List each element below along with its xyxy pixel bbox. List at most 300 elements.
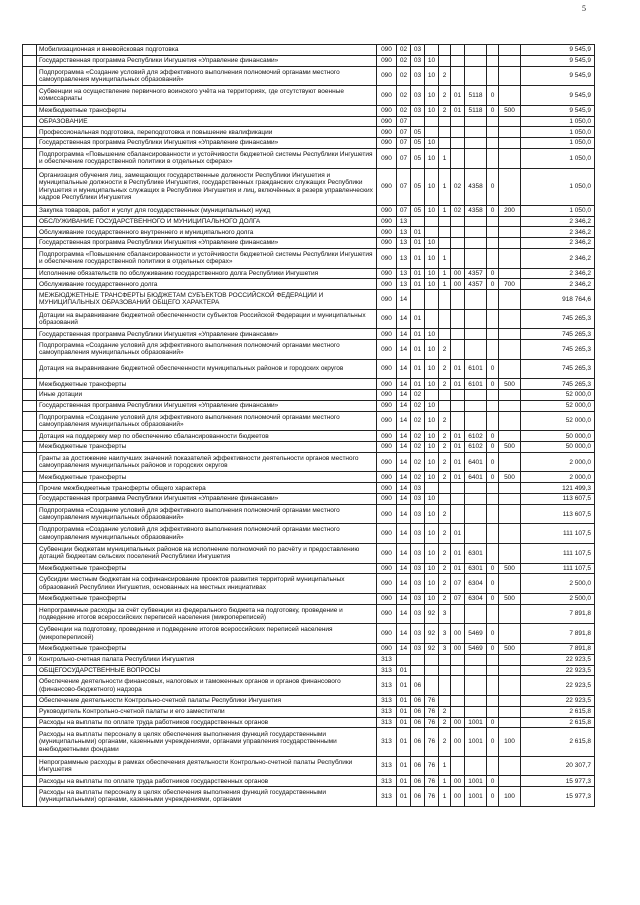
- direction-code-cell: 6401: [465, 452, 487, 472]
- section-code-cell: 14: [397, 524, 411, 544]
- subprogram-code-cell: 1: [439, 279, 451, 290]
- subsection-code-cell: 02: [411, 390, 425, 401]
- row-number-cell: [23, 216, 37, 227]
- row-number-cell: [23, 494, 37, 505]
- grbs-code-cell: 090: [377, 644, 397, 655]
- table-row: [23, 431, 595, 442]
- subsection-code-cell: 03: [411, 105, 425, 116]
- event-code-cell: [451, 329, 465, 340]
- row-number-cell: [23, 340, 37, 360]
- row-number-cell: [23, 138, 37, 149]
- amount-cell: 7 891,8: [521, 644, 595, 655]
- section-code-cell: 14: [397, 624, 411, 644]
- row-number-cell: [23, 227, 37, 238]
- section-code-cell: 02: [397, 105, 411, 116]
- expense-type-cell: [499, 524, 521, 544]
- grbs-code-cell: 090: [377, 86, 397, 106]
- section-code-cell: 07: [397, 168, 411, 205]
- subsection-code-cell: 06: [411, 717, 425, 728]
- expense-type-cell: [499, 390, 521, 401]
- event-code-cell: [451, 665, 465, 676]
- direction-suffix-cell: 0: [487, 442, 499, 453]
- grbs-code-cell: 090: [377, 45, 397, 56]
- subsection-code-cell: 01: [411, 279, 425, 290]
- grbs-code-cell: 090: [377, 340, 397, 360]
- section-code-cell: 14: [397, 290, 411, 310]
- program-code-cell: 10: [425, 494, 439, 505]
- expense-type-cell: [499, 696, 521, 707]
- grbs-code-cell: 090: [377, 472, 397, 483]
- expense-type-cell: [499, 309, 521, 329]
- section-code-cell: 14: [397, 544, 411, 564]
- event-code-cell: 01: [451, 359, 465, 379]
- program-code-cell: 10: [425, 55, 439, 66]
- event-code-cell: 00: [451, 717, 465, 728]
- grbs-code-cell: 090: [377, 105, 397, 116]
- direction-code-cell: 5118: [465, 105, 487, 116]
- amount-cell: 2 346,2: [521, 279, 595, 290]
- amount-cell: 745 265,3: [521, 329, 595, 340]
- direction-code-cell: [465, 756, 487, 776]
- program-code-cell: 76: [425, 717, 439, 728]
- row-name-cell: Расходы на выплаты по оплате труда работников государственных органов: [37, 776, 377, 787]
- section-code-cell: 14: [397, 594, 411, 605]
- subprogram-code-cell: 1: [439, 776, 451, 787]
- program-code-cell: 76: [425, 776, 439, 787]
- row-number-cell: [23, 665, 37, 676]
- row-name-cell: Субвенции на осуществление первичного воинского учёта на территориях, где отсутствуют военные комиссариаты: [37, 86, 377, 106]
- amount-cell: 2 615,8: [521, 717, 595, 728]
- row-number-cell: [23, 55, 37, 66]
- subsection-code-cell: 05: [411, 168, 425, 205]
- event-code-cell: 00: [451, 279, 465, 290]
- expense-type-cell: [499, 400, 521, 411]
- grbs-code-cell: 090: [377, 411, 397, 431]
- subprogram-code-cell: 2: [439, 359, 451, 379]
- page-number: 5: [582, 4, 586, 13]
- subsection-code-cell: 03: [411, 624, 425, 644]
- row-name-cell: Мобилизационная и вневойсковая подготовка: [37, 45, 377, 56]
- expense-type-cell: [499, 45, 521, 56]
- direction-suffix-cell: 0: [487, 168, 499, 205]
- direction-code-cell: [465, 696, 487, 707]
- subprogram-code-cell: [439, 329, 451, 340]
- section-code-cell: 01: [397, 776, 411, 787]
- amount-cell: 2 500,0: [521, 594, 595, 605]
- subprogram-code-cell: 1: [439, 248, 451, 268]
- table-row: [23, 329, 595, 340]
- program-code-cell: 10: [425, 268, 439, 279]
- section-code-cell: 07: [397, 127, 411, 138]
- program-code-cell: 10: [425, 66, 439, 86]
- expense-type-cell: [499, 340, 521, 360]
- direction-code-cell: [465, 483, 487, 494]
- amount-cell: 113 607,5: [521, 494, 595, 505]
- grbs-code-cell: 090: [377, 431, 397, 442]
- event-code-cell: [451, 604, 465, 624]
- subprogram-code-cell: 2: [439, 105, 451, 116]
- row-name-cell: Подпрограмма «Создание условий для эффективного выполнения полномочий органами местного самоуправления муниципальных образований»: [37, 524, 377, 544]
- table-row: [23, 216, 595, 227]
- program-code-cell: 10: [425, 442, 439, 453]
- section-code-cell: 01: [397, 696, 411, 707]
- event-code-cell: [451, 227, 465, 238]
- direction-suffix-cell: [487, 329, 499, 340]
- program-code-cell: 10: [425, 594, 439, 605]
- row-number-cell: [23, 411, 37, 431]
- subprogram-code-cell: [439, 676, 451, 696]
- direction-code-cell: [465, 248, 487, 268]
- grbs-code-cell: 090: [377, 55, 397, 66]
- subsection-code-cell: 02: [411, 472, 425, 483]
- expense-type-cell: [499, 494, 521, 505]
- direction-code-cell: [465, 604, 487, 624]
- table-row: [23, 544, 595, 564]
- section-code-cell: 02: [397, 45, 411, 56]
- section-code-cell: 14: [397, 563, 411, 574]
- grbs-code-cell: 313: [377, 776, 397, 787]
- row-number-cell: [23, 483, 37, 494]
- subprogram-code-cell: 2: [439, 379, 451, 390]
- event-code-cell: [451, 494, 465, 505]
- direction-suffix-cell: 0: [487, 594, 499, 605]
- section-code-cell: 13: [397, 227, 411, 238]
- subsection-code-cell: 03: [411, 55, 425, 66]
- subprogram-code-cell: 2: [439, 431, 451, 442]
- subprogram-code-cell: 2: [439, 340, 451, 360]
- program-code-cell: 10: [425, 472, 439, 483]
- direction-suffix-cell: [487, 604, 499, 624]
- subsection-code-cell: 01: [411, 379, 425, 390]
- row-number-cell: [23, 116, 37, 127]
- event-code-cell: 02: [451, 205, 465, 216]
- program-code-cell: 10: [425, 329, 439, 340]
- subprogram-code-cell: [439, 116, 451, 127]
- row-number-cell: [23, 400, 37, 411]
- event-code-cell: [451, 340, 465, 360]
- subsection-code-cell: 05: [411, 127, 425, 138]
- event-code-cell: [451, 116, 465, 127]
- row-number-cell: [23, 309, 37, 329]
- grbs-code-cell: 090: [377, 400, 397, 411]
- section-code-cell: 14: [397, 400, 411, 411]
- expense-type-cell: 500: [499, 563, 521, 574]
- table-row: [23, 696, 595, 707]
- amount-cell: 2 000,0: [521, 452, 595, 472]
- event-code-cell: 01: [451, 544, 465, 564]
- event-code-cell: 01: [451, 105, 465, 116]
- event-code-cell: 01: [451, 524, 465, 544]
- table-row: [23, 494, 595, 505]
- event-code-cell: 01: [451, 563, 465, 574]
- table-row: [23, 644, 595, 655]
- table-row: [23, 66, 595, 86]
- row-name-cell: Субвенции бюджетам муниципальных районов на исполнение полномочий по расчёту и предоставлению дотаций бюджетам сельских поселений Республики Ингушетия: [37, 544, 377, 564]
- subprogram-code-cell: 3: [439, 604, 451, 624]
- row-name-cell: Государственная программа Республики Ингушетия «Управление финансами»: [37, 329, 377, 340]
- subprogram-code-cell: 2: [439, 411, 451, 431]
- row-number-cell: [23, 776, 37, 787]
- direction-suffix-cell: [487, 127, 499, 138]
- section-code-cell: 14: [397, 309, 411, 329]
- grbs-code-cell: 313: [377, 706, 397, 717]
- section-code-cell: 13: [397, 248, 411, 268]
- subprogram-code-cell: 2: [439, 563, 451, 574]
- expense-type-cell: [499, 676, 521, 696]
- event-code-cell: [451, 148, 465, 168]
- program-code-cell: [425, 127, 439, 138]
- table-row: [23, 290, 595, 310]
- expense-type-cell: [499, 717, 521, 728]
- row-name-cell: Профессиональная подготовка, переподготовка и повышение квалификации: [37, 127, 377, 138]
- table-row: [23, 238, 595, 249]
- program-code-cell: [425, 483, 439, 494]
- amount-cell: 2 346,2: [521, 227, 595, 238]
- event-code-cell: [451, 483, 465, 494]
- row-number-cell: [23, 329, 37, 340]
- subprogram-code-cell: [439, 127, 451, 138]
- grbs-code-cell: 090: [377, 116, 397, 127]
- subprogram-code-cell: 1: [439, 268, 451, 279]
- direction-code-cell: 4357: [465, 268, 487, 279]
- subsection-code-cell: 06: [411, 756, 425, 776]
- table-row: [23, 706, 595, 717]
- subsection-code-cell: 06: [411, 787, 425, 807]
- program-code-cell: [425, 676, 439, 696]
- table-body: [23, 45, 595, 807]
- grbs-code-cell: 313: [377, 717, 397, 728]
- amount-cell: 1 050,0: [521, 116, 595, 127]
- section-code-cell: 14: [397, 359, 411, 379]
- section-code-cell: 01: [397, 717, 411, 728]
- program-code-cell: [425, 290, 439, 310]
- table-row: [23, 390, 595, 401]
- direction-code-cell: 6301: [465, 544, 487, 564]
- grbs-code-cell: 090: [377, 216, 397, 227]
- direction-suffix-cell: [487, 390, 499, 401]
- section-code-cell: 14: [397, 329, 411, 340]
- subsection-code-cell: [411, 216, 425, 227]
- row-name-cell: Исполнение обязательств по обслуживанию государственного долга Республики Ингушетия: [37, 268, 377, 279]
- grbs-code-cell: 090: [377, 524, 397, 544]
- budget-table: [22, 44, 595, 807]
- event-code-cell: [451, 238, 465, 249]
- event-code-cell: [451, 696, 465, 707]
- program-code-cell: 10: [425, 544, 439, 564]
- subsection-code-cell: 03: [411, 66, 425, 86]
- row-name-cell: Субвенции на подготовку, проведение и подведение итогов всероссийских переписей населения (микропереписей): [37, 624, 377, 644]
- row-name-cell: Межбюджетные трансферты: [37, 472, 377, 483]
- section-code-cell: 01: [397, 756, 411, 776]
- direction-suffix-cell: [487, 216, 499, 227]
- subprogram-code-cell: [439, 390, 451, 401]
- subprogram-code-cell: 2: [439, 442, 451, 453]
- row-name-cell: Подпрограмма «Создание условий для эффективного выполнения полномочий органами местного самоуправления муниципальных образований»: [37, 411, 377, 431]
- section-code-cell: 01: [397, 787, 411, 807]
- direction-code-cell: [465, 706, 487, 717]
- subprogram-code-cell: [439, 654, 451, 665]
- grbs-code-cell: 313: [377, 728, 397, 756]
- direction-suffix-cell: [487, 696, 499, 707]
- subprogram-code-cell: 2: [439, 504, 451, 524]
- amount-cell: 50 000,0: [521, 442, 595, 453]
- expense-type-cell: [499, 168, 521, 205]
- subsection-code-cell: 03: [411, 544, 425, 564]
- amount-cell: 111 107,5: [521, 524, 595, 544]
- event-code-cell: 01: [451, 472, 465, 483]
- expense-type-cell: [499, 504, 521, 524]
- section-code-cell: 13: [397, 268, 411, 279]
- subprogram-code-cell: 1: [439, 756, 451, 776]
- section-code-cell: 14: [397, 442, 411, 453]
- subprogram-code-cell: [439, 290, 451, 310]
- table-row: [23, 279, 595, 290]
- grbs-code-cell: 090: [377, 290, 397, 310]
- row-name-cell: Закупка товаров, работ и услуг для государственных (муниципальных) нужд: [37, 205, 377, 216]
- expense-type-cell: 500: [499, 379, 521, 390]
- amount-cell: 2 000,0: [521, 472, 595, 483]
- row-number-cell: [23, 105, 37, 116]
- expense-type-cell: [499, 268, 521, 279]
- table-row: [23, 728, 595, 756]
- row-number-cell: [23, 504, 37, 524]
- direction-suffix-cell: [487, 148, 499, 168]
- direction-code-cell: [465, 411, 487, 431]
- direction-code-cell: [465, 504, 487, 524]
- table-row: [23, 45, 595, 56]
- section-code-cell: 07: [397, 138, 411, 149]
- row-number-cell: [23, 696, 37, 707]
- expense-type-cell: 500: [499, 644, 521, 655]
- subsection-code-cell: 01: [411, 268, 425, 279]
- direction-suffix-cell: [487, 706, 499, 717]
- program-code-cell: 10: [425, 359, 439, 379]
- row-name-cell: Расходы на выплаты персоналу в целях обеспечения выполнения функций государственными (муниципальными) органами, казенными учреждениями, органами: [37, 787, 377, 807]
- row-number-cell: [23, 706, 37, 717]
- row-name-cell: Обслуживание государственного долга: [37, 279, 377, 290]
- expense-type-cell: [499, 452, 521, 472]
- direction-code-cell: 4358: [465, 205, 487, 216]
- row-name-cell: Подпрограмма «Создание условий для эффективного выполнения полномочий органами местного самоуправления муниципальных образований»: [37, 66, 377, 86]
- table-row: [23, 504, 595, 524]
- table-row: [23, 483, 595, 494]
- event-code-cell: 00: [451, 268, 465, 279]
- row-number-cell: [23, 379, 37, 390]
- section-code-cell: 14: [397, 644, 411, 655]
- amount-cell: 1 050,0: [521, 138, 595, 149]
- row-name-cell: Прочие межбюджетные трансферты общего характера: [37, 483, 377, 494]
- direction-code-cell: 6102: [465, 442, 487, 453]
- subprogram-code-cell: 1: [439, 787, 451, 807]
- subsection-code-cell: 03: [411, 644, 425, 655]
- direction-code-cell: [465, 494, 487, 505]
- subprogram-code-cell: [439, 55, 451, 66]
- event-code-cell: 01: [451, 379, 465, 390]
- table-row: [23, 411, 595, 431]
- expense-type-cell: [499, 238, 521, 249]
- direction-suffix-cell: [487, 654, 499, 665]
- grbs-code-cell: 090: [377, 227, 397, 238]
- direction-suffix-cell: [487, 676, 499, 696]
- direction-code-cell: 5469: [465, 644, 487, 655]
- amount-cell: 2 346,2: [521, 216, 595, 227]
- row-name-cell: Государственная программа Республики Ингушетия «Управление финансами»: [37, 138, 377, 149]
- amount-cell: 745 265,3: [521, 340, 595, 360]
- grbs-code-cell: 090: [377, 248, 397, 268]
- program-code-cell: 76: [425, 756, 439, 776]
- section-code-cell: 13: [397, 216, 411, 227]
- program-code-cell: [425, 309, 439, 329]
- grbs-code-cell: 090: [377, 148, 397, 168]
- table-row: [23, 676, 595, 696]
- row-number-cell: [23, 452, 37, 472]
- direction-suffix-cell: [487, 45, 499, 56]
- grbs-code-cell: 313: [377, 787, 397, 807]
- subprogram-code-cell: [439, 216, 451, 227]
- direction-suffix-cell: 0: [487, 776, 499, 787]
- grbs-code-cell: 090: [377, 379, 397, 390]
- subsection-code-cell: 03: [411, 574, 425, 594]
- row-name-cell: Государственная программа Республики Ингушетия «Управление финансами»: [37, 494, 377, 505]
- program-code-cell: 10: [425, 524, 439, 544]
- amount-cell: 2 346,2: [521, 248, 595, 268]
- direction-code-cell: [465, 340, 487, 360]
- direction-code-cell: [465, 290, 487, 310]
- program-code-cell: [425, 665, 439, 676]
- event-code-cell: [451, 127, 465, 138]
- expense-type-cell: [499, 706, 521, 717]
- direction-code-cell: 6102: [465, 431, 487, 442]
- subsection-code-cell: 05: [411, 148, 425, 168]
- section-code-cell: 02: [397, 86, 411, 106]
- row-name-cell: Расходы на выплаты по оплате труда работников государственных органов: [37, 717, 377, 728]
- row-number-cell: [23, 756, 37, 776]
- subprogram-code-cell: [439, 483, 451, 494]
- event-code-cell: [451, 216, 465, 227]
- row-number-cell: [23, 676, 37, 696]
- section-code-cell: 14: [397, 483, 411, 494]
- program-code-cell: 10: [425, 504, 439, 524]
- direction-code-cell: [465, 238, 487, 249]
- expense-type-cell: [499, 248, 521, 268]
- direction-code-cell: [465, 45, 487, 56]
- row-number-cell: [23, 168, 37, 205]
- row-number-cell: [23, 787, 37, 807]
- row-name-cell: ОБСЛУЖИВАНИЕ ГОСУДАРСТВЕННОГО И МУНИЦИПАЛЬНОГО ДОЛГА: [37, 216, 377, 227]
- amount-cell: 9 545,9: [521, 86, 595, 106]
- event-code-cell: [451, 309, 465, 329]
- expense-type-cell: [499, 756, 521, 776]
- table-row: [23, 268, 595, 279]
- direction-suffix-cell: 0: [487, 452, 499, 472]
- row-number-cell: [23, 524, 37, 544]
- table-row: [23, 452, 595, 472]
- row-number-cell: [23, 268, 37, 279]
- subsection-code-cell: 06: [411, 728, 425, 756]
- section-code-cell: [397, 654, 411, 665]
- event-code-cell: 00: [451, 624, 465, 644]
- event-code-cell: 07: [451, 594, 465, 605]
- expense-type-cell: [499, 359, 521, 379]
- direction-suffix-cell: 0: [487, 563, 499, 574]
- row-name-cell: Непрограммные расходы за счёт субвенции из федерального бюджета на подготовку, проведение и подведение итогов всероссийских переписей населения (микропереписей): [37, 604, 377, 624]
- subsection-code-cell: 01: [411, 227, 425, 238]
- section-code-cell: 14: [397, 472, 411, 483]
- expense-type-cell: 100: [499, 728, 521, 756]
- event-code-cell: [451, 248, 465, 268]
- direction-suffix-cell: 0: [487, 472, 499, 483]
- row-number-cell: [23, 390, 37, 401]
